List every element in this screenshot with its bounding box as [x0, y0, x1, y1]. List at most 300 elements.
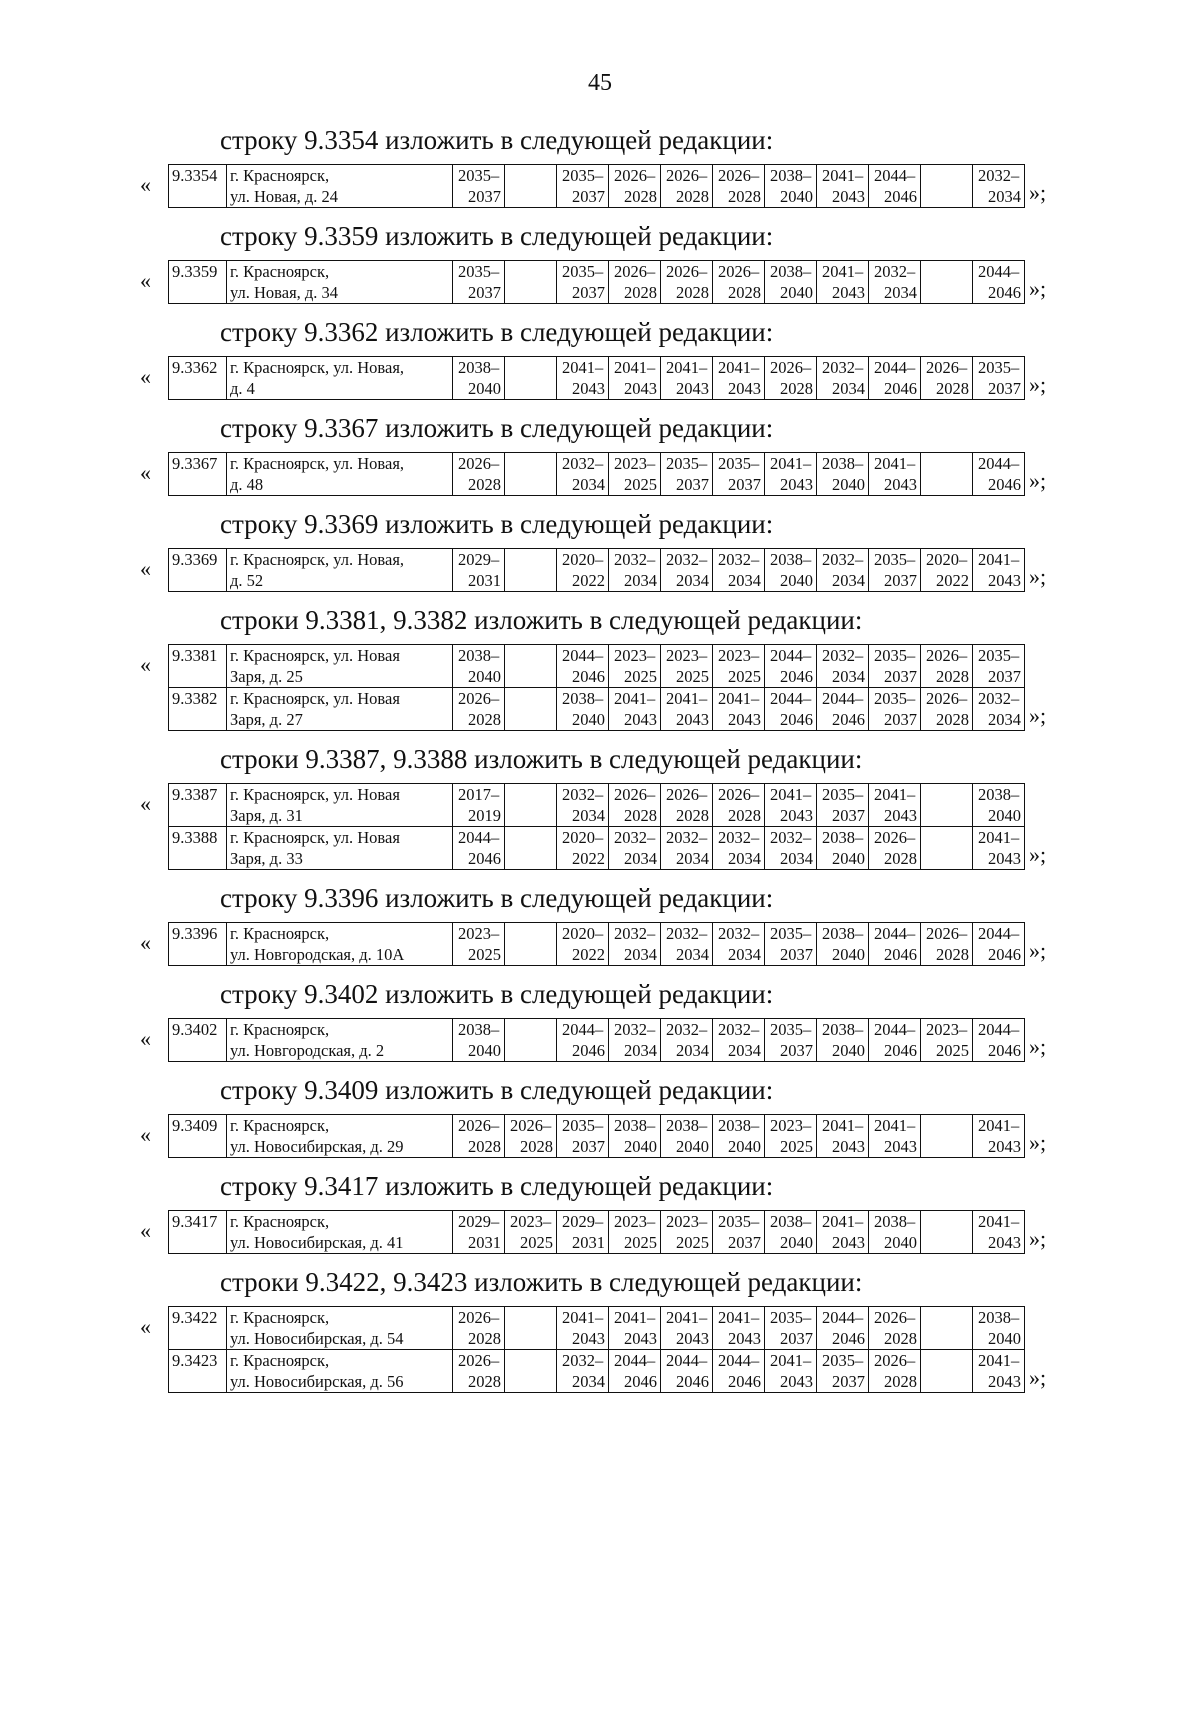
year-range-cell [765, 549, 817, 592]
table-row [169, 1211, 1025, 1254]
year-range-cell [817, 1115, 869, 1158]
year-start: 2041– [770, 454, 812, 473]
year-start: 2023– [666, 1212, 708, 1231]
year-range-cell [661, 1115, 713, 1158]
amendment-section [140, 739, 1140, 870]
address-line-1: г. Красноярск, ул. Новая, [230, 358, 405, 377]
year-range-cell [661, 1350, 713, 1393]
year-end: 2034 [728, 945, 761, 964]
year-end: 2040 [780, 571, 813, 590]
year-start: 2032– [666, 1020, 708, 1039]
year-start: 2044– [822, 1308, 864, 1327]
table-wrapper [140, 164, 1140, 208]
year-start: 2041– [562, 358, 604, 377]
year-start: 2041– [978, 550, 1020, 569]
table-wrapper [140, 356, 1140, 400]
year-end: 2046 [624, 1372, 657, 1391]
year-range-cell [817, 357, 869, 400]
year-start: 2023– [614, 454, 656, 473]
table-wrapper [140, 548, 1140, 592]
amendment-table [168, 164, 1025, 208]
year-start: 2023– [926, 1020, 968, 1039]
address-line-2: ул. Новая, д. 24 [230, 187, 339, 206]
year-end: 2037 [468, 187, 501, 206]
year-end: 2034 [676, 1041, 709, 1060]
year-range-cell [973, 645, 1025, 688]
year-end: 2043 [832, 1233, 865, 1252]
quote-open: « [140, 364, 151, 389]
row-address [227, 357, 453, 400]
year-end: 2034 [624, 945, 657, 964]
year-end: 2043 [728, 1329, 761, 1348]
year-start: 2026– [458, 1116, 500, 1135]
year-end: 2028 [520, 1137, 553, 1156]
year-end: 2037 [780, 1041, 813, 1060]
year-end: 2034 [780, 849, 813, 868]
row-code: 9.3354 [169, 165, 227, 208]
year-end: 2046 [832, 710, 865, 729]
year-range-cell [973, 827, 1025, 870]
year-start: 2026– [874, 828, 916, 847]
year-end: 2043 [624, 379, 657, 398]
year-range-cell [713, 165, 765, 208]
year-start: 2041– [822, 166, 864, 185]
year-end: 2043 [988, 1372, 1021, 1391]
year-end: 2046 [676, 1372, 709, 1391]
quote-open: « [140, 791, 151, 816]
year-range-cell [557, 453, 609, 496]
year-start: 2032– [718, 550, 760, 569]
year-end: 2046 [884, 945, 917, 964]
year-range-cell [817, 1307, 869, 1350]
year-start: 2038– [978, 785, 1020, 804]
year-range-cell [973, 1211, 1025, 1254]
year-end: 2037 [988, 379, 1021, 398]
year-end: 2034 [572, 806, 605, 825]
year-start: 2032– [978, 689, 1020, 708]
year-range-cell [713, 827, 765, 870]
year-end: 2043 [988, 1137, 1021, 1156]
empty-cell [505, 357, 557, 400]
address-line-2: ул. Новосибирская, д. 41 [230, 1233, 404, 1252]
year-range-cell [609, 357, 661, 400]
year-end: 2046 [884, 187, 917, 206]
year-range-cell [453, 261, 505, 304]
table-row [169, 688, 1025, 731]
year-end: 2040 [884, 1233, 917, 1252]
empty-cell [505, 261, 557, 304]
row-code: 9.3381 [169, 645, 227, 688]
page-number: 45 [588, 70, 612, 96]
year-range-cell [713, 549, 765, 592]
row-address [227, 923, 453, 966]
year-end: 2028 [884, 849, 917, 868]
year-range-cell [609, 688, 661, 731]
year-start: 2041– [978, 828, 1020, 847]
year-start: 2044– [562, 646, 604, 665]
year-start: 2020– [562, 924, 604, 943]
year-start: 2041– [666, 689, 708, 708]
year-end: 2046 [988, 945, 1021, 964]
year-start: 2020– [562, 828, 604, 847]
year-start: 2044– [874, 1020, 916, 1039]
year-range-cell [453, 645, 505, 688]
year-start: 2041– [562, 1308, 604, 1327]
year-range-cell [817, 261, 869, 304]
table-wrapper [140, 1018, 1140, 1062]
year-end: 2040 [468, 1041, 501, 1060]
year-range-cell [973, 549, 1025, 592]
table-row [169, 1115, 1025, 1158]
year-end: 2043 [884, 475, 917, 494]
year-end: 2040 [988, 806, 1021, 825]
year-start: 2044– [666, 1351, 708, 1370]
row-code: 9.3359 [169, 261, 227, 304]
year-end: 2025 [676, 1233, 709, 1252]
empty-cell [921, 1350, 973, 1393]
year-start: 2044– [874, 358, 916, 377]
year-range-cell [713, 1019, 765, 1062]
year-start: 2023– [510, 1212, 552, 1231]
amendment-section [140, 312, 1140, 400]
year-end: 2040 [572, 710, 605, 729]
year-end: 2040 [832, 1041, 865, 1060]
year-end: 2043 [728, 379, 761, 398]
address-line-2: ул. Новгородская, д. 2 [230, 1041, 385, 1060]
year-start: 2038– [978, 1308, 1020, 1327]
year-end: 2037 [676, 475, 709, 494]
year-range-cell [557, 1115, 609, 1158]
year-range-cell [869, 1350, 921, 1393]
year-range-cell [869, 1115, 921, 1158]
section-heading: строку 9.3367 изложить в следующей редакции: [220, 413, 774, 443]
quote-open: « [140, 172, 151, 197]
empty-cell [921, 784, 973, 827]
year-range-cell [557, 261, 609, 304]
amendment-section [140, 504, 1140, 592]
row-address [227, 165, 453, 208]
year-start: 2044– [458, 828, 500, 847]
year-start: 2035– [770, 1308, 812, 1327]
year-start: 2026– [874, 1351, 916, 1370]
quote-close: »; [1029, 1130, 1047, 1155]
year-range-cell [869, 549, 921, 592]
year-end: 2043 [676, 379, 709, 398]
year-start: 2044– [874, 166, 916, 185]
year-end: 2028 [676, 283, 709, 302]
row-address [227, 453, 453, 496]
year-start: 2026– [614, 262, 656, 281]
year-start: 2044– [978, 924, 1020, 943]
year-start: 2041– [822, 262, 864, 281]
table-row [169, 549, 1025, 592]
empty-cell [505, 784, 557, 827]
year-start: 2041– [822, 1212, 864, 1231]
year-end: 2040 [624, 1137, 657, 1156]
year-end: 2040 [988, 1329, 1021, 1348]
year-range-cell [817, 1211, 869, 1254]
year-end: 2025 [624, 667, 657, 686]
year-end: 2037 [572, 187, 605, 206]
year-range-cell [661, 453, 713, 496]
year-start: 2026– [614, 166, 656, 185]
address-line-1: г. Красноярск, [230, 1351, 330, 1370]
year-end: 2040 [468, 379, 501, 398]
row-code: 9.3367 [169, 453, 227, 496]
year-end: 2046 [988, 1041, 1021, 1060]
year-range-cell [973, 923, 1025, 966]
section-heading: строку 9.3354 изложить в следующей редакции: [220, 125, 774, 155]
year-start: 2038– [458, 646, 500, 665]
row-code: 9.3423 [169, 1350, 227, 1393]
year-start: 2026– [718, 785, 760, 804]
year-end: 2031 [572, 1233, 605, 1252]
empty-cell [505, 549, 557, 592]
year-range-cell [609, 645, 661, 688]
year-end: 2034 [676, 945, 709, 964]
year-range-cell [921, 549, 973, 592]
amendment-table [168, 1114, 1025, 1158]
year-end: 2019 [468, 806, 501, 825]
year-start: 2026– [666, 785, 708, 804]
year-end: 2022 [572, 571, 605, 590]
address-line-2: ул. Новосибирская, д. 56 [230, 1372, 404, 1391]
quote-close: »; [1029, 938, 1047, 963]
year-start: 2035– [458, 262, 500, 281]
year-end: 2034 [624, 849, 657, 868]
year-end: 2034 [728, 571, 761, 590]
year-end: 2037 [728, 475, 761, 494]
row-code: 9.3388 [169, 827, 227, 870]
year-start: 2041– [770, 785, 812, 804]
year-end: 2034 [572, 475, 605, 494]
empty-cell [505, 827, 557, 870]
year-start: 2026– [926, 924, 968, 943]
amendment-table [168, 452, 1025, 496]
year-end: 2043 [780, 475, 813, 494]
year-end: 2046 [780, 667, 813, 686]
year-range-cell [453, 827, 505, 870]
year-range-cell [817, 165, 869, 208]
year-range-cell [817, 453, 869, 496]
section-heading: строку 9.3359 изложить в следующей редакции: [220, 221, 774, 251]
year-end: 2043 [832, 187, 865, 206]
year-range-cell [557, 1350, 609, 1393]
year-start: 2029– [562, 1212, 604, 1231]
year-range-cell [661, 165, 713, 208]
year-range-cell [869, 165, 921, 208]
year-range-cell [609, 1350, 661, 1393]
year-end: 2028 [624, 283, 657, 302]
year-range-cell [661, 923, 713, 966]
amendment-table [168, 783, 1025, 870]
year-start: 2038– [614, 1116, 656, 1135]
year-end: 2034 [624, 1041, 657, 1060]
year-end: 2037 [884, 667, 917, 686]
year-range-cell [557, 923, 609, 966]
year-range-cell [765, 261, 817, 304]
amendment-section [140, 216, 1140, 304]
year-range-cell [765, 1211, 817, 1254]
quote-open: « [140, 1314, 151, 1339]
year-end: 2028 [676, 806, 709, 825]
table-wrapper [140, 1114, 1140, 1158]
year-range-cell [609, 1115, 661, 1158]
row-code: 9.3409 [169, 1115, 227, 1158]
address-line-1: г. Красноярск, [230, 262, 330, 281]
year-end: 2040 [780, 187, 813, 206]
year-start: 2032– [822, 550, 864, 569]
year-range-cell [713, 688, 765, 731]
quote-open: « [140, 930, 151, 955]
table-wrapper [140, 260, 1140, 304]
section-heading: строку 9.3362 изложить в следующей редакции: [220, 317, 774, 347]
row-code: 9.3369 [169, 549, 227, 592]
year-end: 2046 [468, 849, 501, 868]
quote-close: »; [1029, 372, 1047, 397]
address-line-1: г. Красноярск, [230, 166, 330, 185]
year-end: 2028 [468, 710, 501, 729]
section-heading: строку 9.3396 изложить в следующей редакции: [220, 883, 774, 913]
year-range-cell [973, 1115, 1025, 1158]
year-start: 2041– [978, 1212, 1020, 1231]
year-range-cell [609, 453, 661, 496]
table-row [169, 784, 1025, 827]
year-start: 2038– [718, 1116, 760, 1135]
year-start: 2035– [822, 785, 864, 804]
year-start: 2044– [874, 924, 916, 943]
year-end: 2043 [988, 1233, 1021, 1252]
row-code: 9.3402 [169, 1019, 227, 1062]
year-start: 2026– [614, 785, 656, 804]
year-range-cell [869, 645, 921, 688]
year-start: 2026– [926, 646, 968, 665]
year-end: 2040 [676, 1137, 709, 1156]
year-start: 2041– [614, 1308, 656, 1327]
row-address [227, 827, 453, 870]
year-range-cell [557, 688, 609, 731]
year-end: 2025 [728, 667, 761, 686]
year-range-cell [713, 784, 765, 827]
address-line-2: д. 4 [230, 379, 255, 398]
year-start: 2023– [770, 1116, 812, 1135]
address-line-1: г. Красноярск, ул. Новая, [230, 550, 405, 569]
year-range-cell [557, 1307, 609, 1350]
address-line-1: г. Красноярск, ул. Новая [230, 689, 400, 708]
year-range-cell [557, 165, 609, 208]
year-start: 2041– [614, 358, 656, 377]
year-start: 2038– [770, 166, 812, 185]
year-start: 2026– [458, 1351, 500, 1370]
year-start: 2032– [770, 828, 812, 847]
year-end: 2028 [624, 806, 657, 825]
year-end: 2034 [832, 571, 865, 590]
year-range-cell [973, 357, 1025, 400]
year-end: 2028 [936, 945, 969, 964]
year-end: 2034 [832, 667, 865, 686]
year-range-cell [609, 261, 661, 304]
year-end: 2046 [988, 283, 1021, 302]
empty-cell [921, 1307, 973, 1350]
year-start: 2041– [874, 785, 916, 804]
empty-cell [921, 1211, 973, 1254]
quote-open: « [140, 1122, 151, 1147]
year-start: 2032– [822, 646, 864, 665]
year-range-cell [609, 549, 661, 592]
year-start: 2032– [562, 454, 604, 473]
year-end: 2028 [884, 1329, 917, 1348]
year-end: 2034 [832, 379, 865, 398]
address-line-2: Заря, д. 33 [230, 849, 303, 868]
year-end: 2028 [936, 667, 969, 686]
year-range-cell [661, 1019, 713, 1062]
year-end: 2028 [728, 806, 761, 825]
year-start: 2044– [770, 689, 812, 708]
year-end: 2043 [884, 1137, 917, 1156]
year-end: 2028 [468, 1329, 501, 1348]
year-range-cell [869, 827, 921, 870]
address-line-2: Заря, д. 27 [230, 710, 303, 729]
year-start: 2038– [822, 1020, 864, 1039]
year-start: 2035– [562, 166, 604, 185]
year-range-cell [765, 1307, 817, 1350]
year-start: 2032– [978, 166, 1020, 185]
year-range-cell [869, 357, 921, 400]
year-range-cell [713, 1307, 765, 1350]
year-end: 2046 [884, 1041, 917, 1060]
table-row [169, 453, 1025, 496]
year-start: 2035– [874, 646, 916, 665]
year-range-cell [921, 688, 973, 731]
year-end: 2028 [780, 379, 813, 398]
year-range-cell [765, 827, 817, 870]
year-range-cell [453, 1211, 505, 1254]
year-end: 2025 [624, 1233, 657, 1252]
year-end: 2043 [988, 571, 1021, 590]
year-start: 2032– [718, 828, 760, 847]
year-end: 2028 [728, 283, 761, 302]
year-end: 2034 [572, 1372, 605, 1391]
year-end: 2034 [676, 571, 709, 590]
year-range-cell [661, 688, 713, 731]
year-end: 2040 [780, 1233, 813, 1252]
year-end: 2025 [936, 1041, 969, 1060]
year-end: 2037 [884, 710, 917, 729]
empty-cell [505, 1307, 557, 1350]
section-heading: строку 9.3402 изложить в следующей редакции: [220, 979, 774, 1009]
year-start: 2032– [562, 1351, 604, 1370]
year-range-cell [661, 645, 713, 688]
amendment-section [140, 600, 1140, 731]
year-end: 2037 [468, 283, 501, 302]
address-line-2: д. 52 [230, 571, 264, 590]
year-range-cell [765, 1019, 817, 1062]
year-start: 2041– [822, 1116, 864, 1135]
year-start: 2026– [874, 1308, 916, 1327]
year-end: 2043 [832, 1137, 865, 1156]
section-heading: строки 9.3387, 9.3388 изложить в следующей редакции: [220, 744, 863, 774]
year-range-cell [973, 1350, 1025, 1393]
row-address [227, 688, 453, 731]
year-end: 2037 [780, 1329, 813, 1348]
amendment-section [140, 408, 1140, 496]
year-range-cell [765, 784, 817, 827]
year-start: 2038– [562, 689, 604, 708]
year-range-cell [661, 784, 713, 827]
year-range-cell [869, 1307, 921, 1350]
year-end: 2028 [624, 187, 657, 206]
year-range-cell [557, 357, 609, 400]
